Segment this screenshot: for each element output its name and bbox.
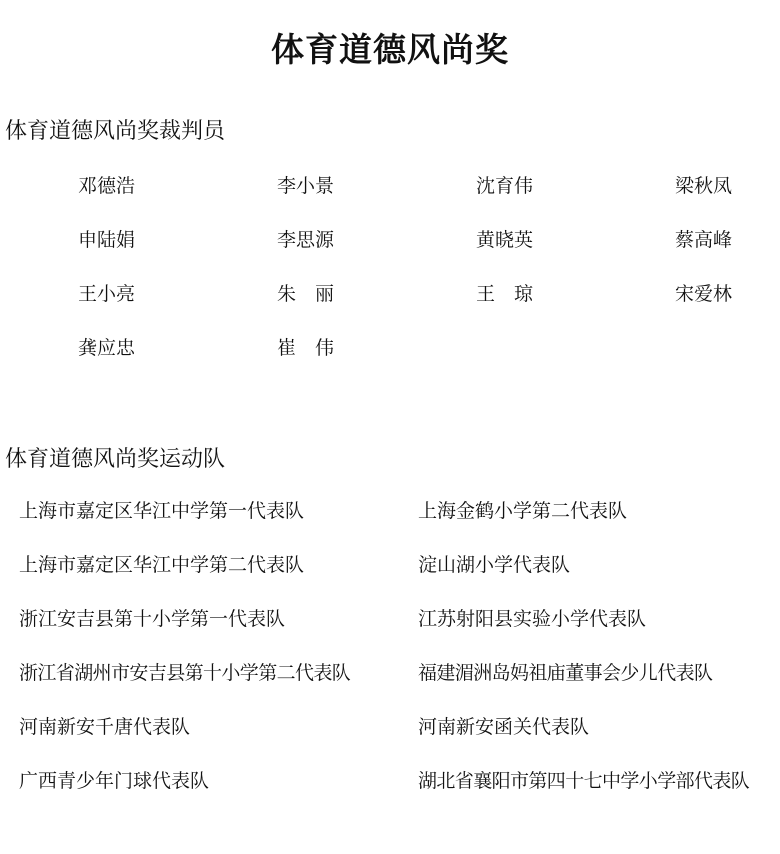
referee-name: 龚应忠 xyxy=(78,337,136,359)
referee-list xyxy=(78,173,775,389)
referees-heading: 体育道德风尚奖裁判员 xyxy=(5,119,226,144)
referee-name: 梁秋凤 xyxy=(675,175,733,197)
referee-name: 王 琼 xyxy=(476,283,534,305)
team-list xyxy=(19,498,778,822)
teams-heading: 体育道德风尚奖运动队 xyxy=(5,447,226,472)
referee-name: 宋爱林 xyxy=(675,283,733,305)
team-item: 浙江安吉县第十小学第一代表队 xyxy=(19,608,286,630)
team-item: 河南新安函关代表队 xyxy=(418,716,590,738)
referee-name: 朱 丽 xyxy=(277,283,335,305)
referee-name: 李小景 xyxy=(277,175,335,197)
referee-name: 申陆娟 xyxy=(78,229,136,251)
page-title: 体育道德风尚奖 xyxy=(271,30,509,69)
team-item: 上海市嘉定区华江中学第二代表队 xyxy=(19,554,305,576)
referee-name: 蔡高峰 xyxy=(675,229,733,251)
referee-name: 李思源 xyxy=(277,229,335,251)
referee-name: 崔 伟 xyxy=(277,337,335,359)
team-item: 湖北省襄阳市第四十七中学小学部代表队 xyxy=(418,770,750,792)
team-item: 江苏射阳县实验小学代表队 xyxy=(418,608,647,630)
team-item: 上海市嘉定区华江中学第一代表队 xyxy=(19,500,305,522)
team-item: 河南新安千唐代表队 xyxy=(19,716,191,738)
team-item: 福建湄洲岛妈祖庙董事会少儿代表队 xyxy=(418,662,713,684)
referee-name: 邓德浩 xyxy=(78,175,136,197)
team-item: 淀山湖小学代表队 xyxy=(418,554,571,576)
referee-name: 沈育伟 xyxy=(476,175,534,197)
referee-name: 黄晓英 xyxy=(476,229,534,251)
referee-name: 王小亮 xyxy=(78,283,136,305)
team-item: 浙江省湖州市安吉县第十小学第二代表队 xyxy=(19,662,351,684)
team-item: 上海金鹤小学第二代表队 xyxy=(418,500,628,522)
team-item: 广西青少年门球代表队 xyxy=(19,770,210,792)
